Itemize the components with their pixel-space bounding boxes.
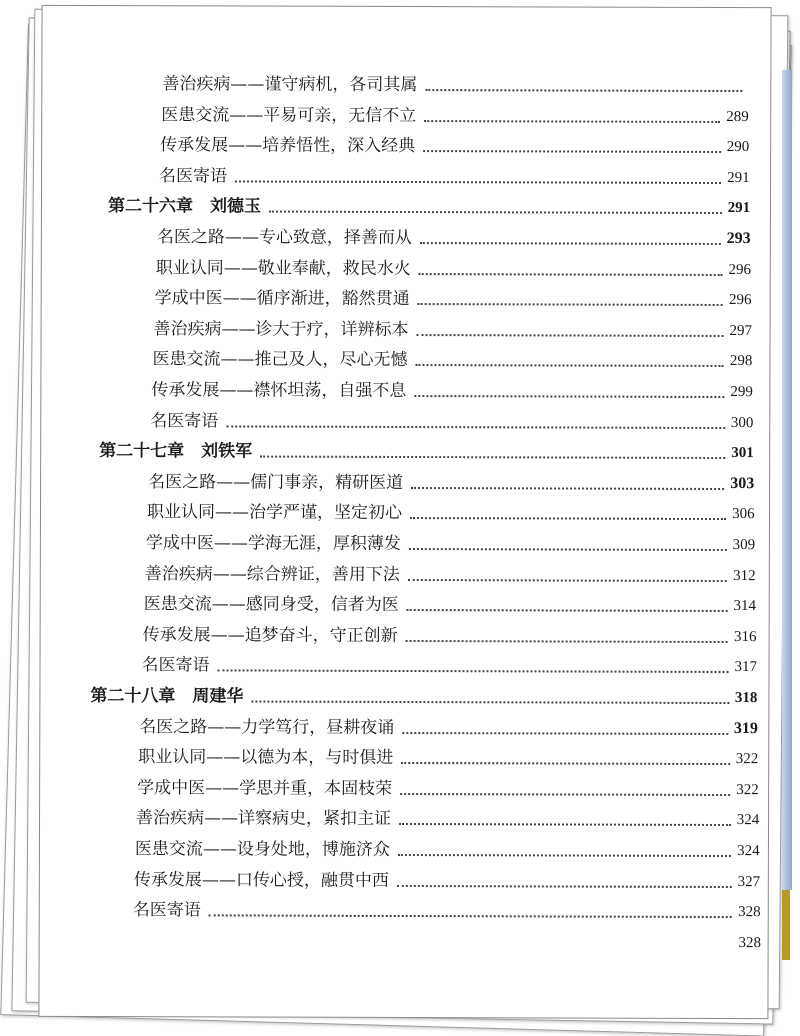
entry-title: 名医之路——儒门事亲，精研医道 xyxy=(148,471,404,493)
toc-entry-row[interactable] xyxy=(144,584,756,616)
page-number: 291 xyxy=(727,169,750,186)
toc-entry-row[interactable] xyxy=(147,493,755,525)
entry-title: 职业认同——敬业奉献，救民水火 xyxy=(155,257,411,279)
entry-title: 善治疾病——谨守病机，各司其属 xyxy=(162,74,418,96)
dot-leader xyxy=(269,211,722,214)
dot-leader xyxy=(411,487,724,490)
chapter-title: 第二十七章 刘铁军 xyxy=(99,441,253,462)
page-number: 297 xyxy=(729,322,752,339)
entry-title: 名医之路——专心致意，择善而从 xyxy=(156,227,412,249)
dot-leader xyxy=(402,732,728,735)
dot-leader xyxy=(401,762,730,765)
entry-title: 学成中医——学海无涯，厚积薄发 xyxy=(145,533,401,554)
dot-leader xyxy=(415,364,723,367)
page-number: 306 xyxy=(732,506,755,523)
dot-leader xyxy=(260,456,725,459)
entry-title: 名医寄语 xyxy=(150,410,219,432)
toc-entry-row[interactable] xyxy=(156,248,751,280)
page-number: 293 xyxy=(726,230,751,248)
dot-leader xyxy=(419,273,723,276)
dot-leader xyxy=(424,120,720,123)
page-number: 300 xyxy=(730,414,754,431)
toc-entry-row[interactable] xyxy=(157,217,751,249)
toc-chapter-row[interactable] xyxy=(99,431,754,463)
book-edge-yellow xyxy=(782,890,790,960)
spacer xyxy=(132,951,739,953)
toc-entry-row[interactable] xyxy=(138,737,758,769)
toc-entry-row[interactable] xyxy=(134,860,760,892)
entry-title: 传承发展——口传心授，融贯中西 xyxy=(133,869,389,891)
toc-entry-row[interactable] xyxy=(159,156,750,188)
page-number: 312 xyxy=(733,567,756,584)
entry-title: 职业认同——以德为本，与时俱进 xyxy=(138,747,394,769)
chapter-title: 第二十六章 刘德玉 xyxy=(107,196,261,217)
page-number: 291 xyxy=(727,200,751,217)
toc-entry-row[interactable] xyxy=(161,95,749,127)
dot-leader xyxy=(399,823,731,826)
entry-title: 医患交流——设身处地，博施济众 xyxy=(134,839,390,860)
entry-title: 传承发展——追梦奋斗，守正创新 xyxy=(142,624,398,646)
dot-leader xyxy=(414,395,724,398)
dot-leader xyxy=(409,548,727,551)
entry-title: 职业认同——治学严谨，坚定初心 xyxy=(146,502,403,524)
toc-entry-row[interactable] xyxy=(151,370,753,402)
toc-entry-row[interactable] xyxy=(150,401,753,433)
entry-title: 善治疾病——详察病史，紧扣主证 xyxy=(136,808,392,830)
toc-entry-row[interactable] xyxy=(132,921,761,953)
dot-leader xyxy=(398,854,731,857)
page-number: 314 xyxy=(733,598,757,615)
toc-entry-row[interactable] xyxy=(143,615,757,647)
dot-leader xyxy=(418,303,723,306)
toc-page xyxy=(38,5,771,1019)
page-number: 328 xyxy=(738,904,761,921)
toc-entry-row[interactable] xyxy=(139,707,758,739)
toc-entry-row[interactable] xyxy=(137,768,759,800)
toc-entry-row[interactable] xyxy=(155,278,752,310)
page-number: 324 xyxy=(737,843,760,860)
page-number: 324 xyxy=(736,812,760,829)
dot-leader xyxy=(410,517,726,520)
entry-title: 医患交流——推己及人，尽心无憾 xyxy=(152,349,408,371)
dot-leader xyxy=(251,701,729,705)
toc-entry-row[interactable] xyxy=(146,523,755,555)
entry-title: 善治疾病——诊大于疗，详辨标本 xyxy=(153,319,409,340)
entry-title: 名医寄语 xyxy=(159,166,228,187)
dot-leader xyxy=(406,640,728,643)
page-number: 303 xyxy=(730,474,755,492)
toc-entry-row[interactable] xyxy=(141,646,757,678)
page-number: 322 xyxy=(735,751,759,768)
toc-entry-row[interactable] xyxy=(145,554,756,586)
page-number: 301 xyxy=(731,445,754,462)
dot-leader xyxy=(408,579,727,582)
page-number: 328 xyxy=(738,934,762,951)
toc-chapter-row[interactable] xyxy=(108,186,750,218)
toc-entry-row[interactable] xyxy=(135,829,760,861)
dot-leader xyxy=(217,670,728,674)
chapter-title: 第二十八章 周建华 xyxy=(90,686,244,707)
dot-leader xyxy=(226,425,725,429)
dot-leader xyxy=(400,793,730,796)
entry-title: 医患交流——感同身受，信者为医 xyxy=(143,594,399,616)
dot-leader xyxy=(423,150,721,153)
page-number: 319 xyxy=(733,719,758,737)
dot-leader xyxy=(425,89,742,92)
page-number: 290 xyxy=(726,139,750,156)
dot-leader xyxy=(417,334,724,337)
entry-title: 学成中医——循序渐进，豁然贯通 xyxy=(154,288,410,310)
entry-title: 名医之路——力学笃行，昼耕夜诵 xyxy=(139,716,395,738)
dot-leader xyxy=(209,915,732,919)
toc-entry-row[interactable] xyxy=(148,462,754,494)
table-of-contents xyxy=(39,6,770,1018)
page-number: 296 xyxy=(728,292,752,309)
toc-chapter-row[interactable] xyxy=(90,676,757,708)
page-number: 296 xyxy=(728,261,752,278)
page-number: 316 xyxy=(733,628,757,645)
toc-entry-row[interactable] xyxy=(162,64,748,96)
entry-title: 善治疾病——综合辨证，善用下法 xyxy=(144,563,400,585)
toc-entry-row[interactable] xyxy=(152,340,752,372)
dot-leader xyxy=(397,885,732,888)
page-number: 318 xyxy=(734,690,758,707)
toc-entry-row[interactable] xyxy=(136,799,759,831)
page-number: 327 xyxy=(737,873,761,890)
dot-leader xyxy=(235,180,721,184)
page-number: 289 xyxy=(726,108,749,125)
entry-title: 医患交流——平易可亲，无信不立 xyxy=(161,104,417,126)
book-edge-blue xyxy=(782,70,792,890)
toc-entry-row[interactable] xyxy=(160,125,749,157)
page-number: 322 xyxy=(736,781,759,798)
entry-title: 传承发展——襟怀坦荡，自强不息 xyxy=(151,380,407,402)
entry-title: 名医寄语 xyxy=(141,655,210,676)
page-number: 309 xyxy=(732,537,756,554)
dot-leader xyxy=(420,242,721,245)
entry-title: 名医寄语 xyxy=(132,900,201,921)
entry-title: 学成中医——学思并重，本固枝荣 xyxy=(137,777,393,799)
page-number: 299 xyxy=(730,384,753,401)
toc-entry-row[interactable] xyxy=(154,309,752,341)
dot-leader xyxy=(407,609,728,612)
page-number: 317 xyxy=(734,659,757,676)
toc-entry-row[interactable] xyxy=(133,890,761,922)
page-number: 298 xyxy=(729,353,753,370)
entry-title: 传承发展——培养悟性，深入经典 xyxy=(160,135,416,157)
